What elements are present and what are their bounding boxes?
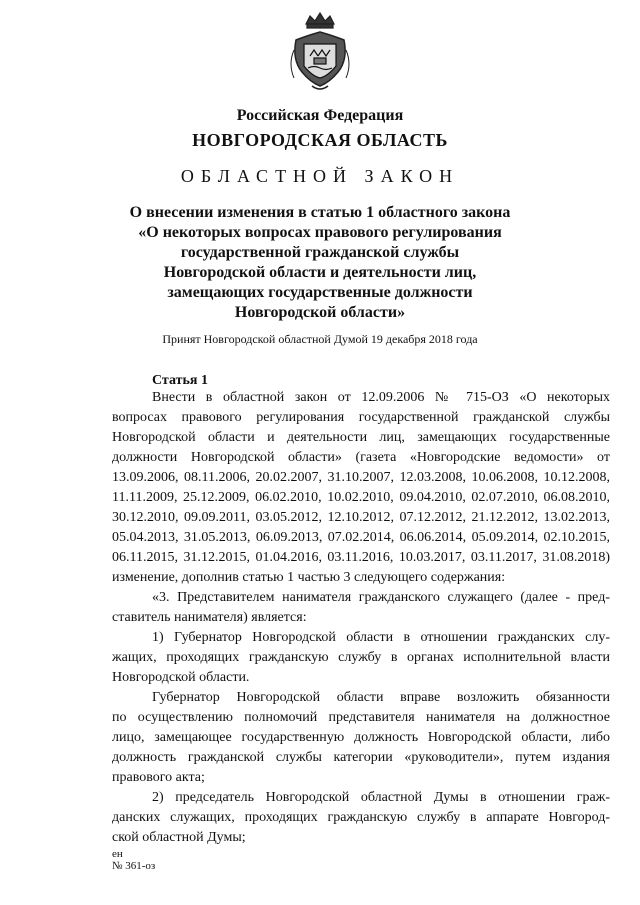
article-line: Внести в областной закон от 12.09.2006 № 715-ОЗ «О некоторых	[152, 390, 610, 405]
article-line: 2) председатель Новгородской областной Думы в отношении граж-	[152, 790, 610, 805]
article-line: ской областной Думы;	[112, 830, 246, 845]
article-line: Новгородской области.	[112, 670, 250, 685]
article-line: Губернатор Новгородской области вправе возложить обязанности	[152, 690, 610, 705]
article-line: вопросах правового регулирования государственной гражданской службы	[112, 410, 610, 425]
article-line: 1) Губернатор Новгородской области в отношении гражданских слу-	[152, 630, 610, 645]
article-heading: Статья 1	[152, 373, 208, 388]
article-line: изменение, дополнив статью 1 частью 3 следующего содержания:	[112, 570, 506, 585]
article-line: 11.11.2009, 25.12.2009, 06.02.2010, 10.02.2010, 09.04.2010, 02.07.2010, 06.08.2010,	[112, 490, 610, 505]
article-line: должность гражданской службы категории «руководители», путем издания	[112, 750, 610, 765]
coat-of-arms-icon	[288, 10, 352, 94]
law-title-line: «О некоторых вопросах правового регулирования	[138, 224, 502, 241]
article-line: 05.04.2013, 31.05.2013, 06.09.2013, 07.02.2014, 06.06.2014, 05.09.2014, 02.10.2015,	[112, 530, 610, 545]
footer-number: № 361-оз	[112, 860, 156, 872]
article-line: ставитель нанимателя) является:	[112, 610, 307, 625]
region-name: НОВГОРОДСКАЯ ОБЛАСТЬ	[192, 130, 448, 150]
article-body	[112, 388, 610, 848]
law-title-line: Новгородской области»	[234, 304, 406, 321]
footer-initials: ен	[112, 848, 123, 860]
article-line: по осуществлению полномочий представителя нанимателя на должностное	[112, 710, 610, 725]
article-line: 06.11.2015, 31.12.2015, 01.04.2016, 03.11.2016, 10.03.2017, 03.11.2017, 31.08.2018)	[112, 550, 610, 565]
article-line: жащих, проходящих гражданскую службу в органах исполнительной власти	[112, 650, 610, 665]
law-title-line: О внесении изменения в статью 1 областного закона	[129, 204, 511, 221]
article-line: правового акта;	[112, 770, 205, 785]
article-line: 13.09.2006, 08.11.2006, 20.02.2007, 31.10.2007, 12.03.2008, 10.06.2008, 10.12.2008,	[112, 470, 610, 485]
law-title-line: замещающих государственные должности	[167, 284, 473, 301]
article-line: должности Новгородской области» (газета «Новгородские ведомости» от	[112, 450, 610, 465]
document-footer	[112, 848, 155, 872]
adoption-date: Принят Новгородской областной Думой 19 декабря 2018 года	[162, 332, 478, 346]
law-title	[0, 203, 640, 323]
law-title-line: Новгородской области и деятельности лиц,	[163, 264, 477, 281]
article-line: 30.12.2010, 09.09.2011, 03.05.2012, 12.10.2012, 07.12.2012, 21.12.2012, 13.02.2013,	[112, 510, 610, 525]
law-title-line: государственной гражданской службы	[180, 244, 460, 261]
article-line: лицо, замещающее государственную должность Новгородской области, либо	[112, 730, 610, 745]
law-type: ОБЛАСТНОЙ ЗАКОН	[180, 166, 460, 186]
country-name: Российская Федерация	[236, 107, 404, 124]
article-line: данских служащих, проходящих гражданскую службу в аппарате Новгород-	[112, 810, 610, 825]
article-line: «3. Представителем нанимателя гражданского служащего (далее - пред-	[152, 590, 610, 605]
article-line: Новгородской области и деятельности лиц, замещающих государственные	[112, 430, 610, 445]
